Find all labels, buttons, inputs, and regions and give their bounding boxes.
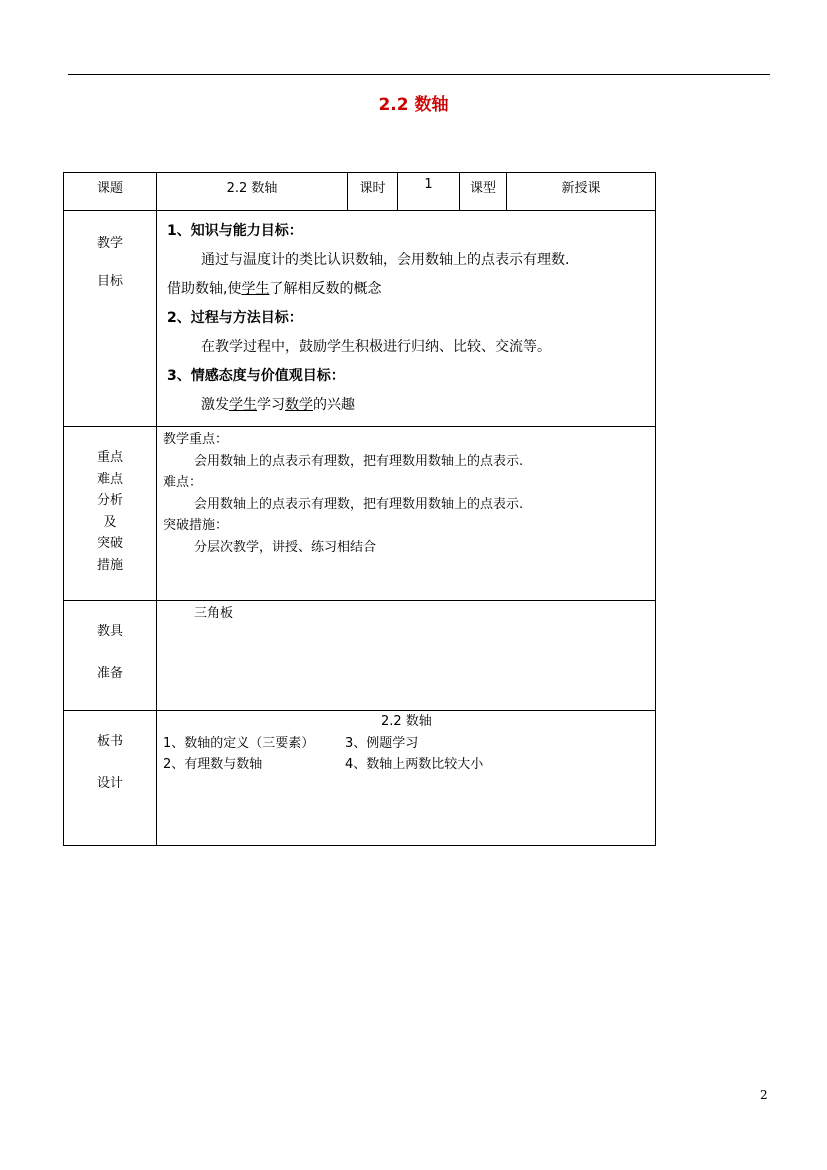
row-tools <box>64 601 656 711</box>
header-rule <box>68 74 770 75</box>
analysis-label: 重点 难点 分析 及 突破 措施 <box>64 427 157 601</box>
difficult-point-text: 会用数轴上的点表示有理数，把有理数用数轴上的点表示. <box>194 496 524 512</box>
goals-label-line2: 目标 <box>96 274 123 289</box>
board-row-1 <box>157 733 655 755</box>
measures-label: 突破措施： <box>163 518 229 533</box>
topic-label: 课题 <box>64 173 157 211</box>
goal-text-1a: 通过与温度计的类比认识数轴，会用数轴上的点表示有理数. <box>201 252 570 268</box>
goal-heading-3: 3、情感态度与价值观目标： <box>167 368 345 384</box>
key-point-text: 会用数轴上的点表示有理数，把有理数用数轴上的点表示. <box>194 453 524 469</box>
board-label: 板书 设计 <box>64 711 157 846</box>
type-label: 课型 <box>460 173 507 211</box>
document-title: 2.2 数轴 <box>378 95 449 115</box>
goals-content <box>157 211 656 427</box>
topic-value: 2.2 数轴 <box>157 173 348 211</box>
board-row-2 <box>157 754 655 776</box>
goal-text-2: 在教学过程中，鼓励学生积极进行归纳、比较、交流等。 <box>201 339 551 355</box>
board-title: 2.2 数轴 <box>381 714 432 729</box>
board-content <box>157 711 656 846</box>
key-point-label: 教学重点： <box>163 432 229 447</box>
goals-label-line1: 教学 <box>96 236 123 251</box>
type-value: 新授课 <box>507 173 656 211</box>
tools-content <box>157 601 656 711</box>
page-number: 2 <box>760 1088 768 1102</box>
lesson-plan-table <box>63 172 656 846</box>
board-item-2: 2、有理数与数轴 <box>163 757 263 772</box>
board-item-1: 1、数轴的定义（三要素） <box>163 735 315 751</box>
row-board <box>64 711 656 846</box>
hours-label: 课时 <box>348 173 398 211</box>
analysis-content <box>157 427 656 601</box>
board-item-3: 3、例题学习 <box>345 735 419 751</box>
row-topic <box>64 173 656 211</box>
measures-text: 分层次教学，讲授、练习相结合 <box>194 539 377 555</box>
hours-value: 1 <box>398 173 460 211</box>
goal-text-1b: 借助数轴,使学生了解相反数的概念 <box>167 281 382 297</box>
difficult-point-label: 难点： <box>163 475 203 490</box>
row-analysis <box>64 427 656 601</box>
row-goals <box>64 211 656 427</box>
goals-label <box>64 211 157 427</box>
goal-heading-2: 2、过程与方法目标： <box>167 310 303 326</box>
tools-text: 三角板 <box>194 606 234 621</box>
tools-label: 教具 准备 <box>64 601 157 711</box>
goal-text-3: 激发学生学习数学的兴趣 <box>201 397 355 413</box>
goal-heading-1: 1、知识与能力目标： <box>167 223 303 239</box>
board-item-4: 4、数轴上两数比较大小 <box>345 757 484 772</box>
